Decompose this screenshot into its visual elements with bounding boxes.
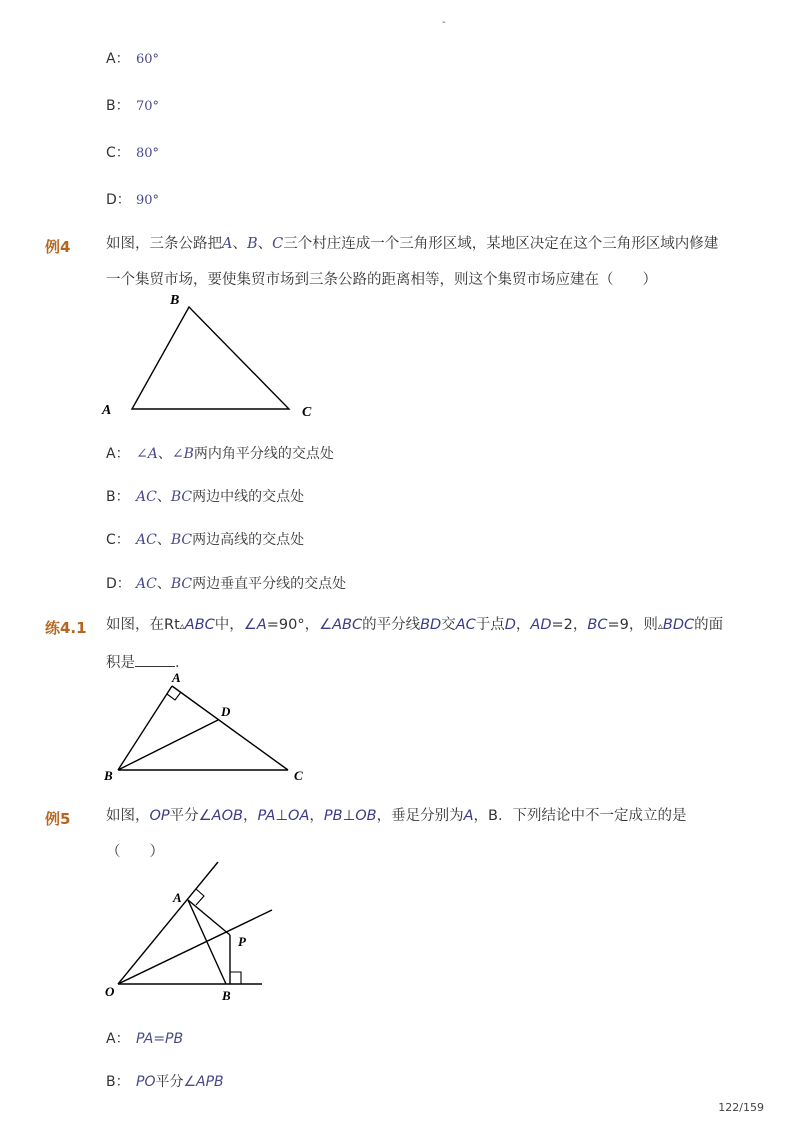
text: 中， xyxy=(214,617,244,633)
math: ∠A xyxy=(136,446,158,462)
text: =9，则 xyxy=(607,617,658,633)
math: ∠ABC xyxy=(319,617,363,633)
text: 如图，三条公路把 xyxy=(106,236,222,252)
label-b: B xyxy=(222,988,231,1003)
option-value: 90° xyxy=(136,193,160,208)
math: BC xyxy=(170,576,193,592)
option-letter: A： xyxy=(106,1031,130,1047)
label-c: C xyxy=(294,768,303,783)
text: ⊥ xyxy=(342,808,356,824)
label-b: B xyxy=(170,293,180,308)
ex4-option-d[interactable] xyxy=(106,573,346,593)
math: ∠A xyxy=(243,617,267,633)
text: ⊥ xyxy=(275,808,289,824)
math: AC xyxy=(136,532,157,548)
text: 如图， xyxy=(106,808,150,824)
text: 两边高线的交点处 xyxy=(192,532,305,548)
label-d: D xyxy=(221,704,231,719)
math: BC xyxy=(587,617,608,633)
math: C xyxy=(272,236,284,252)
text: ，垂足分别为 xyxy=(376,808,464,824)
math: BC xyxy=(170,489,193,505)
practice-4-1-figure xyxy=(100,668,320,786)
ex5-option-a[interactable] xyxy=(106,1028,183,1048)
math: AC xyxy=(136,576,157,592)
ex4-option-c[interactable] xyxy=(106,529,304,549)
text: =2， xyxy=(551,617,588,633)
prev-option-a[interactable] xyxy=(106,48,159,68)
text: 两内角平分线的交点处 xyxy=(193,446,334,462)
label-a: A xyxy=(102,403,112,418)
math: A xyxy=(222,236,233,252)
ex4-option-b[interactable] xyxy=(106,486,304,506)
option-letter: A： xyxy=(106,51,130,67)
option-letter: C： xyxy=(106,145,130,161)
math: PA xyxy=(257,808,276,824)
prev-option-d[interactable] xyxy=(106,189,159,209)
triangle-symbol: ▵ xyxy=(179,621,185,632)
ex5-option-b[interactable] xyxy=(106,1071,224,1091)
math: D xyxy=(504,617,516,633)
text: 两边中线的交点处 xyxy=(192,489,305,505)
example-4-text xyxy=(106,226,726,298)
option-value: 60° xyxy=(136,52,160,67)
text: 于点 xyxy=(475,617,505,633)
prev-option-b[interactable] xyxy=(106,95,159,115)
math: BC xyxy=(170,532,193,548)
example-4-figure xyxy=(100,290,330,425)
math: PO xyxy=(136,1074,156,1090)
example-4-label: 例4 xyxy=(45,238,71,256)
label-o: O xyxy=(105,984,115,999)
math: PB xyxy=(323,808,343,824)
text: 、 xyxy=(232,236,247,252)
option-value: 80° xyxy=(136,146,160,161)
math: B xyxy=(246,236,258,252)
option-letter: B： xyxy=(106,98,130,114)
text: 三个村庄连成一个三角形区域，某地区决定在这个三角形区域内修建一个集贸市场，要使集贸市场到三条公路的距离相等，则这个集贸市场应建在（ ） xyxy=(106,236,719,288)
option-letter: B： xyxy=(106,1074,130,1090)
text: 、 xyxy=(156,576,171,592)
math: PA=PB xyxy=(136,1031,184,1047)
text: ， xyxy=(242,808,258,824)
math: AC xyxy=(136,489,157,505)
text: 、 xyxy=(156,489,171,505)
math: BD xyxy=(420,617,442,633)
prev-option-c[interactable] xyxy=(106,142,159,162)
top-mark: - xyxy=(442,17,446,28)
math: BDC xyxy=(662,617,695,633)
example-5-figure xyxy=(100,858,285,1008)
option-letter: A： xyxy=(106,446,130,462)
text: ， xyxy=(515,617,531,633)
text: ，B．下列结论中不一定成立的是（ ） xyxy=(106,808,687,860)
math: AC xyxy=(455,617,476,633)
example-5-label: 例5 xyxy=(45,810,71,828)
option-letter: D： xyxy=(106,192,131,208)
math: OA xyxy=(288,808,310,824)
option-value: 70° xyxy=(136,99,160,114)
option-letter: D： xyxy=(106,576,131,592)
math: ∠APB xyxy=(183,1074,224,1090)
practice-4-1-label: 练4.1 xyxy=(45,619,87,637)
page-number: 122/159 xyxy=(718,1101,764,1114)
text: 如图，在Rt xyxy=(106,617,180,633)
text: 、 xyxy=(156,532,171,548)
math: ∠AOB xyxy=(198,808,243,824)
text: ， xyxy=(309,808,324,824)
text: ． xyxy=(175,655,190,671)
label-p: P xyxy=(238,934,246,949)
math: A xyxy=(463,808,474,824)
option-letter: B： xyxy=(106,489,130,505)
math: OB xyxy=(355,808,377,824)
triangle-symbol: ▵ xyxy=(657,621,663,632)
math: ∠B xyxy=(171,446,194,462)
math: AD xyxy=(530,617,552,633)
text: 平分 xyxy=(155,1074,184,1090)
text: 交 xyxy=(441,617,456,633)
text: 的平分线 xyxy=(362,617,421,633)
triangle-abc xyxy=(132,307,289,409)
text: =90°， xyxy=(266,617,320,633)
option-letter: C： xyxy=(106,532,130,548)
label-a: A xyxy=(172,670,181,685)
text: 两边垂直平分线的交点处 xyxy=(192,576,347,592)
ex4-option-a[interactable] xyxy=(106,443,334,463)
text: 的面积是 xyxy=(106,617,724,671)
label-b: B xyxy=(104,768,113,783)
label-a: A xyxy=(173,890,182,905)
math: OP xyxy=(149,808,170,824)
label-c: C xyxy=(302,405,312,420)
text: 、 xyxy=(257,236,273,252)
math: ABC xyxy=(184,617,215,633)
answer-blank[interactable] xyxy=(135,651,175,667)
text: 平分 xyxy=(169,808,199,824)
text: 、 xyxy=(157,446,172,462)
